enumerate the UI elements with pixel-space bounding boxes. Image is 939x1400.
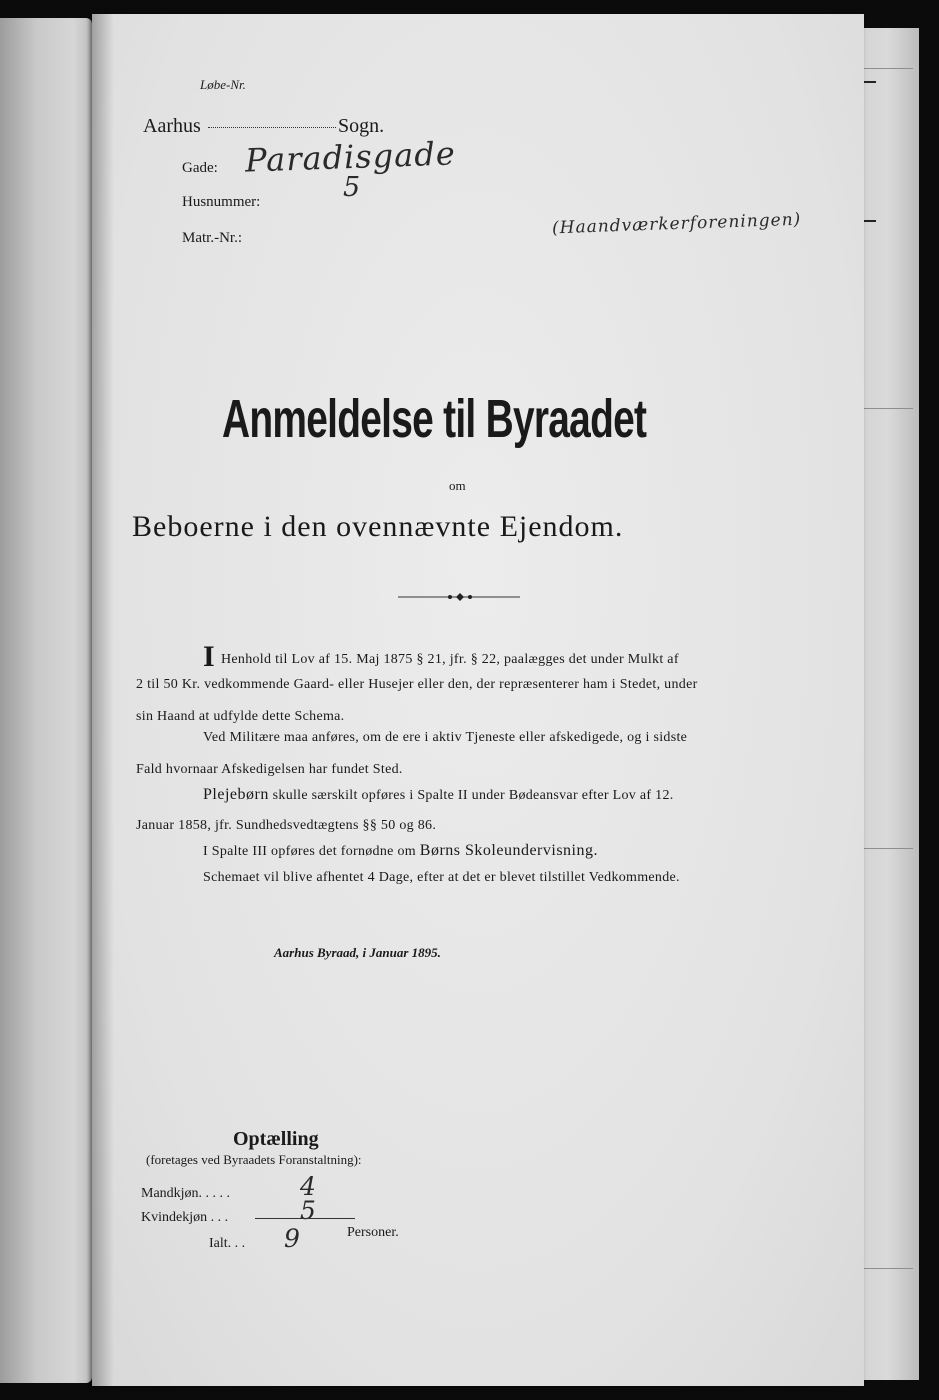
paragraph-1-line-2: 2 til 50 Kr. vedkommende Gaard- eller Husejer eller den, der repræsenterer ham i Stedet, under xyxy=(136,677,698,692)
female-count: 5 xyxy=(300,1196,316,1225)
paragraph-2-line-1: Ved Militære maa anføres, om de ere i aktiv Tjeneste eller afskedigede, og i sidste xyxy=(203,730,688,745)
paragraph-4-text: I Spalte III opføres det fornødne om xyxy=(203,844,416,859)
paragraph-1-text: Henhold til Lov af 15. Maj 1875 § 21, jfr. § 22, paalægges det under Mulkt af xyxy=(220,652,679,667)
sum-line xyxy=(255,1218,355,1219)
parish-label: Sogn. xyxy=(338,115,385,137)
count-title: Optælling xyxy=(233,1128,319,1150)
paragraph-3-line-2: Januar 1858, jfr. Sundhedsvedtægtens §§ 50 og 86. xyxy=(136,818,437,833)
paragraph-4 xyxy=(203,842,598,860)
count-subtitle: (foretages ved Byraadets Foranstaltning): xyxy=(146,1152,362,1167)
title-connector: om xyxy=(449,478,466,493)
matr-label: Matr.-Nr.: xyxy=(182,230,242,246)
ornament-divider xyxy=(398,590,520,604)
parish-fill-line xyxy=(208,127,336,128)
drop-initial: I xyxy=(203,640,215,673)
total-label: Ialt. . . xyxy=(209,1236,246,1251)
street-value: Paradisgade xyxy=(244,134,457,180)
edge-tick-mark xyxy=(862,81,876,83)
paragraph-3-text: skulle særskilt opføres i Spalte II under Bødeansvar efter Lov af 12. xyxy=(272,788,674,803)
paragraph-1-line-1 xyxy=(203,640,679,674)
document-subtitle: Beboerne i den ovennævnte Ejendom. xyxy=(132,510,624,543)
paragraph-3-line-1 xyxy=(203,786,674,804)
issuer-signature: Aarhus Byraad, i Januar 1895. xyxy=(274,945,441,960)
facing-page xyxy=(0,18,92,1383)
paragraph-2-line-2: Fald hvornaar Afskedigelsen har fundet Sted. xyxy=(136,762,403,777)
male-count: 4 xyxy=(300,1172,316,1201)
total-count: 9 xyxy=(284,1224,300,1253)
house-number-label: Husnummer: xyxy=(182,194,261,210)
persons-label: Personer. xyxy=(347,1225,399,1240)
matr-note: (Haandværkerforeningen) xyxy=(551,209,802,239)
document-title: Anmeldelse til Byraadet xyxy=(222,389,647,449)
skoleundervisning-emphasis: Børns Skoleundervisning. xyxy=(419,842,598,859)
paragraph-5: Schemaet vil blive afhentet 4 Dage, efter at det er blevet tilstillet Vedkommende. xyxy=(203,870,680,885)
lobe-nr-label: Løbe-Nr. xyxy=(200,77,246,92)
edge-tick-mark xyxy=(862,220,876,222)
street-label: Gade: xyxy=(182,160,218,176)
plejeborn-emphasis: Plejebørn xyxy=(203,786,269,803)
female-label: Kvindekjøn . . . xyxy=(141,1210,229,1225)
male-label: Mandkjøn. . . . . xyxy=(141,1186,231,1201)
paragraph-1-line-3: sin Haand at udfylde dette Schema. xyxy=(136,709,345,724)
spine-shadow xyxy=(92,14,114,1386)
house-number-value: 5 xyxy=(343,172,362,203)
parish-city: Aarhus xyxy=(143,115,201,137)
